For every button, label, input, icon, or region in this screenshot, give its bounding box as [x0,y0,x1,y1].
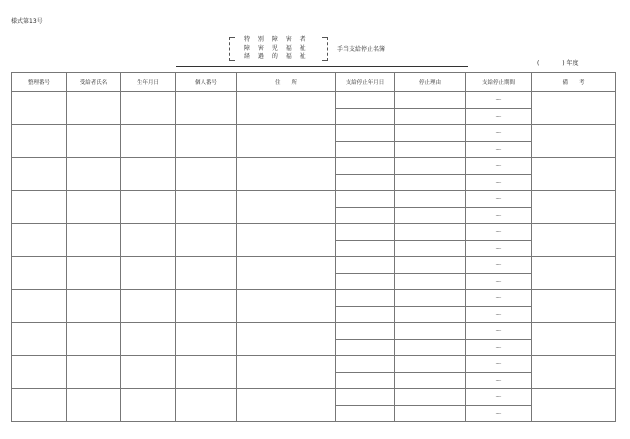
suspension-reason-cell[interactable] [395,158,466,175]
suspension-reason-cell[interactable] [395,207,466,224]
table-row [12,158,616,175]
suspension-reason-cell[interactable] [395,323,466,340]
suspension-reason-cell[interactable] [395,191,466,208]
suspension-date-cell[interactable] [336,306,395,323]
allowance-type-special-disability: 特 別 障 害 者 [244,36,309,43]
suspension-date-cell[interactable] [336,174,395,191]
remarks-cell[interactable] [532,125,616,158]
suspension-reason-cell[interactable] [395,257,466,274]
remarks-cell[interactable] [532,191,616,224]
table-row [12,224,616,241]
suspension-period-cell[interactable]: ～ [466,339,532,356]
suspension-period-cell[interactable]: ～ [466,92,532,109]
remarks-cell[interactable] [532,224,616,257]
suspension-date-cell[interactable] [336,240,395,257]
recipient-name-cell[interactable] [67,125,121,158]
birth-date-cell[interactable] [121,257,176,290]
suspension-period-cell[interactable]: ～ [466,240,532,257]
suspension-reason-cell[interactable] [395,125,466,142]
suspension-date-cell[interactable] [336,158,395,175]
suspension-reason-cell[interactable] [395,240,466,257]
birth-date-cell[interactable] [121,92,176,125]
suspension-date-cell[interactable] [336,405,395,422]
header-personal-number: 個人番号 [176,73,237,92]
header-suspension-reason: 停止理由 [395,73,466,92]
title-underline [176,66,468,67]
address-cell[interactable] [237,224,336,257]
suspension-period-cell[interactable]: ～ [466,273,532,290]
table-row [12,257,616,274]
suspension-reason-cell[interactable] [395,224,466,241]
table-row [12,125,616,142]
recipient-name-cell[interactable] [67,92,121,125]
birth-date-cell[interactable] [121,323,176,356]
reference-number-cell[interactable] [12,125,67,158]
suspension-reason-cell[interactable] [395,389,466,406]
recipient-name-cell[interactable] [67,191,121,224]
remarks-cell[interactable] [532,356,616,389]
suspension-reason-cell[interactable] [395,141,466,158]
header-row [12,73,616,92]
suspension-date-cell[interactable] [336,108,395,125]
personal-number-cell[interactable] [176,356,237,389]
personal-number-cell[interactable] [176,191,237,224]
suspension-date-cell[interactable] [336,323,395,340]
suspension-date-cell[interactable] [336,273,395,290]
address-cell[interactable] [237,158,336,191]
table-row [12,323,616,340]
form-number: 様式第13号 [11,18,43,25]
address-cell[interactable] [237,290,336,323]
suspension-reason-cell[interactable] [395,92,466,109]
recipient-name-cell[interactable] [67,323,121,356]
table-row [12,290,616,307]
suspension-reason-cell[interactable] [395,108,466,125]
suspension-period-cell[interactable]: ～ [466,257,532,274]
suspension-period-cell[interactable]: ～ [466,372,532,389]
suspension-period-cell[interactable]: ～ [466,389,532,406]
personal-number-cell[interactable] [176,92,237,125]
table-row [12,92,616,109]
suspension-period-cell[interactable]: ～ [466,405,532,422]
suspension-period-cell[interactable]: ～ [466,290,532,307]
table-row [12,356,616,373]
reference-number-cell[interactable] [12,257,67,290]
reference-number-cell[interactable] [12,290,67,323]
suspension-period-cell[interactable]: ～ [466,174,532,191]
birth-date-cell[interactable] [121,125,176,158]
suspension-period-cell[interactable]: ～ [466,207,532,224]
birth-date-cell[interactable] [121,356,176,389]
remarks-cell[interactable] [532,257,616,290]
birth-date-cell[interactable] [121,389,176,422]
suspension-date-cell[interactable] [336,290,395,307]
address-cell[interactable] [237,191,336,224]
remarks-cell[interactable] [532,323,616,356]
recipient-name-cell[interactable] [67,158,121,191]
reference-number-cell[interactable] [12,389,67,422]
suspension-date-cell[interactable] [336,224,395,241]
reference-number-cell[interactable] [12,356,67,389]
suspension-reason-cell[interactable] [395,174,466,191]
recipient-name-cell[interactable] [67,356,121,389]
reference-number-cell[interactable] [12,92,67,125]
right-bracket [322,37,328,61]
allowance-type-list [244,36,309,62]
suspension-period-cell[interactable]: ～ [466,356,532,373]
suspension-period-cell[interactable]: ～ [466,108,532,125]
reference-number-cell[interactable] [12,158,67,191]
personal-number-cell[interactable] [176,389,237,422]
address-cell[interactable] [237,125,336,158]
header-remarks: 備 考 [532,73,616,92]
birth-date-cell[interactable] [121,224,176,257]
remarks-cell[interactable] [532,158,616,191]
table-row [12,389,616,406]
recipient-name-cell[interactable] [67,224,121,257]
header-recipient-name: 受給者氏名 [67,73,121,92]
suspension-period-cell[interactable]: ～ [466,141,532,158]
personal-number-cell[interactable] [176,224,237,257]
document-title: 手当支給停止名簿 [337,46,386,53]
address-cell[interactable] [237,257,336,290]
suspension-date-cell[interactable] [336,92,395,109]
suspension-period-cell[interactable]: ～ [466,158,532,175]
remarks-cell[interactable] [532,290,616,323]
suspension-date-cell[interactable] [336,339,395,356]
suspension-reason-cell[interactable] [395,405,466,422]
suspension-date-cell[interactable] [336,257,395,274]
table-row [12,191,616,208]
recipient-name-cell[interactable] [67,257,121,290]
suspension-register-table [11,72,616,422]
remarks-cell[interactable] [532,389,616,422]
suspension-reason-cell[interactable] [395,356,466,373]
suspension-period-cell[interactable]: ～ [466,306,532,323]
recipient-name-cell[interactable] [67,290,121,323]
reference-number-cell[interactable] [12,224,67,257]
recipient-name-cell[interactable] [67,389,121,422]
header-suspension-date: 支給停止年月日 [336,73,395,92]
personal-number-cell[interactable] [176,158,237,191]
suspension-period-cell[interactable]: ～ [466,224,532,241]
suspension-date-cell[interactable] [336,372,395,389]
header-reference-number: 整理番号 [12,73,67,92]
suspension-period-cell[interactable]: ～ [466,125,532,142]
header-suspension-period: 支給停止期間 [466,73,532,92]
address-cell[interactable] [237,356,336,389]
suspension-date-cell[interactable] [336,125,395,142]
suspension-period-cell[interactable]: ～ [466,191,532,208]
fiscal-year-label: ( ) 年度 [537,60,579,67]
register-body [12,92,616,422]
birth-date-cell[interactable] [121,290,176,323]
suspension-reason-cell[interactable] [395,306,466,323]
birth-date-cell[interactable] [121,191,176,224]
suspension-date-cell[interactable] [336,207,395,224]
suspension-reason-cell[interactable] [395,372,466,389]
allowance-type-disabled-child: 障 害 児 福 祉 [244,44,309,52]
address-cell[interactable] [237,389,336,422]
address-cell[interactable] [237,92,336,125]
allowance-type-transitional: 経 過 的 福 祉 [244,53,309,60]
reference-number-cell[interactable] [12,191,67,224]
suspension-date-cell[interactable] [336,356,395,373]
reference-number-cell[interactable] [12,323,67,356]
header-birth-date: 生年月日 [121,73,176,92]
birth-date-cell[interactable] [121,158,176,191]
personal-number-cell[interactable] [176,257,237,290]
suspension-date-cell[interactable] [336,389,395,406]
personal-number-cell[interactable] [176,323,237,356]
personal-number-cell[interactable] [176,290,237,323]
address-cell[interactable] [237,323,336,356]
suspension-reason-cell[interactable] [395,290,466,307]
header-address: 住 所 [237,73,336,92]
remarks-cell[interactable] [532,92,616,125]
suspension-period-cell[interactable]: ～ [466,323,532,340]
suspension-date-cell[interactable] [336,191,395,208]
suspension-reason-cell[interactable] [395,273,466,290]
left-bracket [229,37,235,61]
suspension-date-cell[interactable] [336,141,395,158]
personal-number-cell[interactable] [176,125,237,158]
suspension-reason-cell[interactable] [395,339,466,356]
